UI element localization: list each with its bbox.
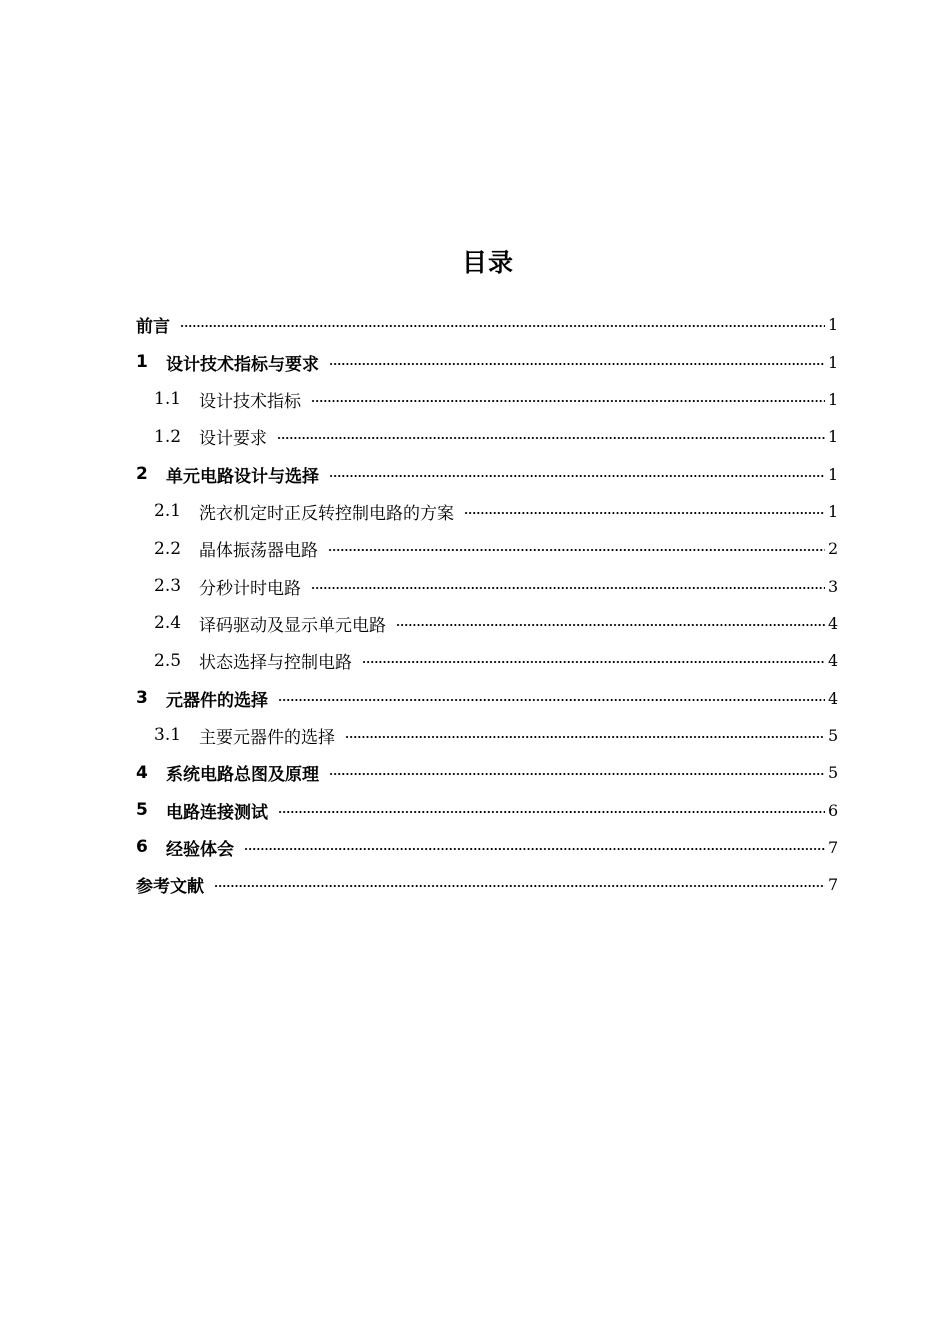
toc-entry[interactable] <box>136 829 837 866</box>
table-of-contents <box>136 306 837 904</box>
toc-entry-page-number: 1 <box>828 501 839 521</box>
dot-leader <box>329 754 825 791</box>
toc-entry[interactable] <box>136 754 837 791</box>
toc-entry-number: 6 <box>136 837 148 858</box>
toc-entry-text: 经验体会 <box>166 839 234 860</box>
toc-entry-text: 状态选择与控制电路 <box>199 653 352 674</box>
toc-entry-text: 洗衣机定时正反转控制电路的方案 <box>199 503 454 524</box>
toc-entry-text: 单元电路设计与选择 <box>166 466 319 487</box>
dot-leader <box>329 455 825 492</box>
toc-entry-number: 1 <box>136 352 148 373</box>
toc-entry-text: 设计技术指标与要求 <box>166 354 319 375</box>
toc-entry[interactable] <box>136 493 837 530</box>
dot-leader <box>345 717 825 754</box>
dot-leader <box>311 567 825 604</box>
toc-entry-number: 1.1 <box>154 389 182 410</box>
toc-entry-page-number: 5 <box>828 763 839 783</box>
toc-entry-number: 2.3 <box>154 576 182 597</box>
dot-leader <box>396 605 825 642</box>
toc-entry-page-number: 6 <box>828 800 839 820</box>
toc-entry-page-number: 7 <box>828 875 839 895</box>
toc-entry-page-number: 5 <box>828 725 839 745</box>
dot-leader <box>464 493 825 530</box>
toc-entry-number: 1.2 <box>154 426 182 447</box>
toc-entry-number: 2.1 <box>154 501 182 522</box>
toc-entry-text: 晶体振荡器电路 <box>199 541 318 562</box>
dot-leader <box>362 642 825 679</box>
toc-entry-text: 译码驱动及显示单元电路 <box>199 615 386 636</box>
toc-entry[interactable] <box>136 605 837 642</box>
dot-leader <box>278 791 825 828</box>
toc-entry-number: 4 <box>136 762 148 783</box>
toc-title: 目录 <box>461 248 514 277</box>
toc-entry-number: 2.4 <box>154 613 182 634</box>
toc-entry[interactable] <box>136 381 837 418</box>
toc-entry-page-number: 3 <box>828 576 839 596</box>
toc-entry-text: 分秒计时电路 <box>199 578 301 599</box>
toc-entry-number: 2.5 <box>154 650 182 671</box>
toc-entry-page-number: 4 <box>828 651 839 671</box>
toc-entry-page-number: 1 <box>828 464 839 484</box>
toc-entry-page-number: 1 <box>828 315 839 335</box>
toc-entry-page-number: 7 <box>828 837 839 857</box>
toc-entry[interactable] <box>136 455 837 492</box>
toc-entry-number: 3.1 <box>154 725 182 746</box>
dot-leader <box>180 306 825 343</box>
toc-entry[interactable] <box>136 642 837 679</box>
toc-entry-number: 2 <box>136 464 148 485</box>
toc-entry[interactable] <box>136 866 837 903</box>
toc-entry-text: 设计技术指标 <box>199 391 301 412</box>
toc-entry-page-number: 4 <box>828 613 839 633</box>
toc-entry-number: 5 <box>136 800 148 821</box>
toc-entry-number: 3 <box>136 688 148 709</box>
toc-entry[interactable] <box>136 791 837 828</box>
toc-entry[interactable] <box>136 567 837 604</box>
toc-entry[interactable] <box>136 530 837 567</box>
toc-entry-text: 电路连接测试 <box>166 802 268 823</box>
toc-entry-page-number: 1 <box>828 389 839 409</box>
dot-leader <box>244 829 825 866</box>
toc-entry-page-number: 4 <box>828 688 839 708</box>
dot-leader <box>278 679 825 716</box>
dot-leader <box>277 418 825 455</box>
toc-entry-text: 系统电路总图及原理 <box>166 765 319 786</box>
toc-entry-text: 前言 <box>136 317 170 338</box>
toc-entry[interactable] <box>136 306 837 343</box>
toc-entry-page-number: 2 <box>828 539 839 559</box>
toc-entry-text: 参考文献 <box>136 877 204 898</box>
toc-entry[interactable] <box>136 418 837 455</box>
toc-entry[interactable] <box>136 343 837 380</box>
toc-entry-page-number: 1 <box>828 427 839 447</box>
toc-entry-text: 设计要求 <box>199 429 267 450</box>
dot-leader <box>311 381 825 418</box>
toc-entry-text: 元器件的选择 <box>166 690 268 711</box>
toc-entry[interactable] <box>136 679 837 716</box>
dot-leader <box>214 866 825 903</box>
dot-leader <box>329 343 825 380</box>
toc-entry-number: 2.2 <box>154 538 182 559</box>
toc-entry-page-number: 1 <box>828 352 839 372</box>
toc-entry[interactable] <box>136 717 837 754</box>
toc-entry-text: 主要元器件的选择 <box>199 727 335 748</box>
dot-leader <box>328 530 825 567</box>
